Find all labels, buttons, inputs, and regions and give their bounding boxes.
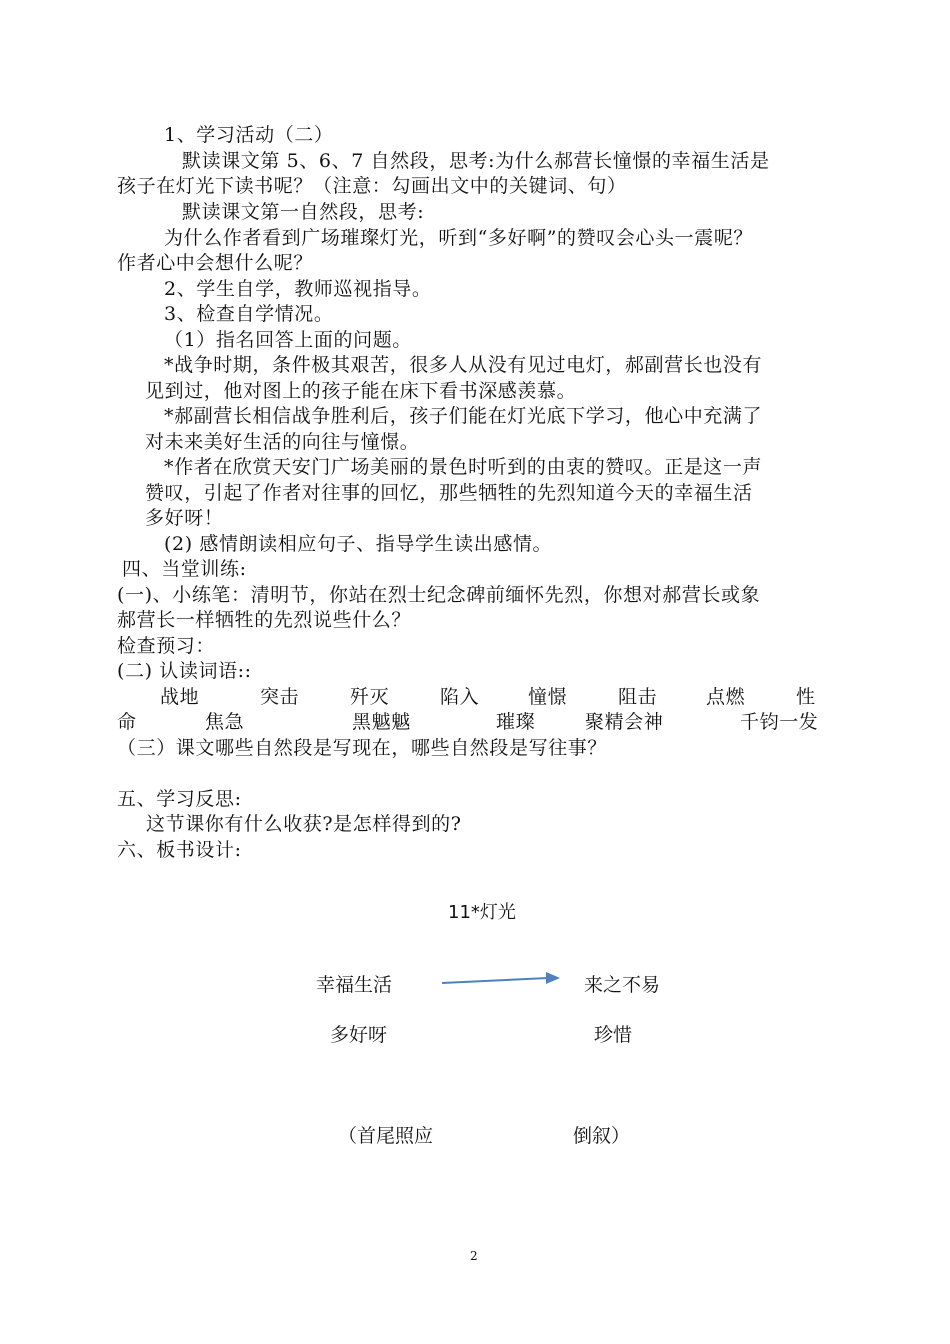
arrow-icon xyxy=(440,968,562,992)
text-line: *郝副营长相信战争胜利后，孩子们能在灯光底下学习，他心中充满了 xyxy=(164,405,763,427)
text-line: 这节课你有什么收获?是怎样得到的? xyxy=(146,813,462,835)
text-line: 见到过，他对图上的孩子能在床下看书深感羡慕。 xyxy=(145,380,577,402)
text-line: 3、检查自学情况。 xyxy=(164,303,334,325)
board-right-bottom: 珍惜 xyxy=(594,1024,633,1046)
vocab-word: 千钧一发 xyxy=(740,711,819,733)
text-line: 赞叹，引起了作者对往事的回忆，那些牺牲的先烈知道今天的幸福生活 xyxy=(145,482,753,504)
vocab-word: 聚精会神 xyxy=(585,711,664,733)
text-line: (一)、小练笔：清明节，你站在烈士纪念碑前缅怀先烈，你想对郝营长或象 xyxy=(117,584,761,606)
board-title: 11*灯光 xyxy=(448,902,516,923)
vocab-word: 璀璨 xyxy=(496,711,536,733)
vocab-word: 战地 xyxy=(160,686,200,708)
text-line: 2、学生自学，教师巡视指导。 xyxy=(164,278,432,300)
vocab-word: 点燃 xyxy=(706,686,746,708)
section-heading: 六、板书设计: xyxy=(117,839,242,861)
section-heading: 五、学习反思: xyxy=(117,788,242,810)
vocab-word: 黑魆魆 xyxy=(352,711,411,733)
board-left-bottom: 多好呀 xyxy=(330,1024,388,1046)
vocab-word: 性 xyxy=(796,686,816,708)
text-line: 作者心中会想什么呢？ xyxy=(117,252,314,274)
text-line: *战争时期，条件极其艰苦，很多人从没有见过电灯，郝副营长也没有 xyxy=(164,354,763,376)
vocab-word: 突击 xyxy=(260,686,300,708)
board-left-top: 幸福生活 xyxy=(316,974,393,996)
text-line: （1）指名回答上面的问题。 xyxy=(164,329,412,351)
vocab-word: 陷入 xyxy=(440,686,480,708)
text-line: （三）课文哪些自然段是写现在，哪些自然段是写往事？ xyxy=(117,737,608,759)
section-heading: 四、当堂训练: xyxy=(122,558,247,580)
text-line: 检查预习： xyxy=(117,635,216,657)
text-line: (2) 感情朗读相应句子、指导学生读出感情。 xyxy=(164,533,553,555)
text-line: 1、学习活动（二） xyxy=(164,124,334,146)
text-line: 默读课文第 5、6、7 自然段，思考:为什么郝营长憧憬的幸福生活是 xyxy=(182,150,770,172)
vocab-word: 阻击 xyxy=(618,686,658,708)
text-line: *作者在欣赏天安门广场美丽的景色时听到的由衷的赞叹。正是这一声 xyxy=(164,456,763,478)
vocab-row xyxy=(0,710,950,734)
text-line: 郝营长一样牺牲的先烈说些什么？ xyxy=(117,609,412,631)
text-line: (二) 认读词语:: xyxy=(117,660,252,682)
text-line: 为什么作者看到广场璀璨灯光，听到“多好啊”的赞叹会心头一震呢？ xyxy=(164,227,754,249)
text-line: 多好呀！ xyxy=(145,507,224,529)
vocab-row xyxy=(0,685,950,709)
vocab-word: 憧憬 xyxy=(528,686,568,708)
text-line: 孩子在灯光下读书呢？（注意：勾画出文中的关键词、句） xyxy=(117,175,627,197)
text-line: 默读课文第一自然段，思考: xyxy=(182,201,425,223)
board-right-top: 来之不易 xyxy=(584,974,661,996)
vocab-word: 焦急 xyxy=(205,711,245,733)
vocab-word: 命 xyxy=(117,711,137,733)
page-number: 2 xyxy=(470,1249,478,1263)
vocab-word: 歼灭 xyxy=(350,686,390,708)
board-footer-left: （首尾照应 xyxy=(338,1125,434,1147)
board-footer-right: 倒叙） xyxy=(573,1125,631,1147)
text-line: 对未来美好生活的向往与憧憬。 xyxy=(145,431,420,453)
